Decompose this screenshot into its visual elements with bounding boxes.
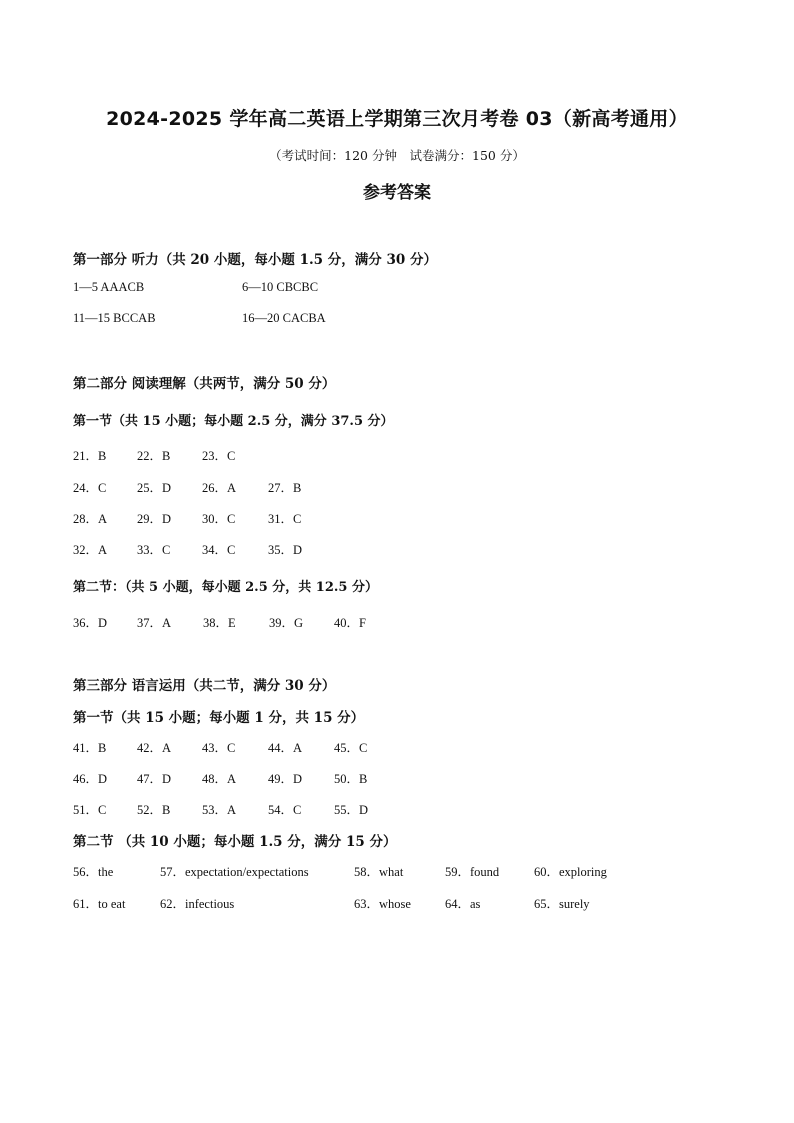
answer-cell: 25．D <box>137 481 172 495</box>
answer-cell: 32．A <box>73 543 108 557</box>
answer-cell: 51．C <box>73 803 107 817</box>
answer-cell: 23．C <box>202 449 236 463</box>
answer-cell: 43．C <box>202 741 236 755</box>
answer-cell: 48．A <box>202 772 237 786</box>
answer-cell: 11—15 BCCAB <box>73 311 156 325</box>
answer-cell: 35．D <box>268 543 303 557</box>
answer-cell: 6—10 CBCBC <box>242 280 319 294</box>
document-title: 2024-2025 学年高二英语上学期第三次月考卷 03（新高考通用） <box>106 108 688 130</box>
answer-cell: 31．C <box>268 512 302 526</box>
answer-cell: 65．surely <box>534 897 590 911</box>
answer-cell: 28．A <box>73 512 108 526</box>
answer-cell: 22．B <box>137 449 171 463</box>
answer-cell: 59．found <box>445 865 500 879</box>
part2-title: 第二部分 阅读理解（共两节，满分 50 分） <box>73 376 336 392</box>
answer-cell: 52．B <box>137 803 171 817</box>
answer-cell: 41．B <box>73 741 107 755</box>
answer-cell: 54．C <box>268 803 302 817</box>
answer-cell: 63．whose <box>354 897 411 911</box>
answer-cell: 46．D <box>73 772 108 786</box>
answer-cell: 61．to eat <box>73 897 126 911</box>
answer-cell: 53．A <box>202 803 237 817</box>
answer-cell: 50．B <box>334 772 368 786</box>
answer-key-heading: 参考答案 <box>363 183 431 203</box>
answer-cell: 37．A <box>137 616 172 630</box>
answer-cell: 64．as <box>445 897 481 911</box>
answer-cell: 55．D <box>334 803 369 817</box>
answer-cell: 49．D <box>268 772 303 786</box>
answer-cell: 40．F <box>334 616 366 630</box>
answer-cell: 30．C <box>202 512 236 526</box>
answer-cell: 45．C <box>334 741 368 755</box>
answer-cell: 60．exploring <box>534 865 607 879</box>
exam-info: （考试时间：120 分钟 试卷满分：150 分） <box>269 148 525 163</box>
answer-cell: 27．B <box>268 481 302 495</box>
part3-section1-title: 第一节（共 15 小题；每小题 1 分，共 15 分） <box>73 710 365 726</box>
answer-cell: 62．infectious <box>160 897 235 911</box>
part3-section2-title: 第二节 （共 10 小题；每小题 1.5 分，满分 15 分） <box>73 834 397 850</box>
answer-cell: 57．expectation/expectations <box>160 865 309 879</box>
answer-cell: 1—5 AAACB <box>73 280 145 294</box>
answer-cell: 16—20 CACBA <box>242 311 326 325</box>
answer-cell: 21．B <box>73 449 107 463</box>
answer-cell: 34．C <box>202 543 236 557</box>
answer-cell: 44．A <box>268 741 303 755</box>
answer-cell: 47．D <box>137 772 172 786</box>
answer-cell: 29．D <box>137 512 172 526</box>
part2-section1-title: 第一节（共 15 小题；每小题 2.5 分，满分 37.5 分） <box>73 414 394 429</box>
part3-title: 第三部分 语言运用（共二节，满分 30 分） <box>73 678 336 694</box>
answer-cell: 26．A <box>202 481 237 495</box>
part2-section2-title: 第二节：（共 5 小题，每小题 2.5 分，共 12.5 分） <box>73 580 378 595</box>
answer-cell: 36．D <box>73 616 108 630</box>
answer-cell: 56．the <box>73 865 114 879</box>
answer-cell: 58．what <box>354 865 404 879</box>
part1-title: 第一部分 听力（共 20 小题，每小题 1.5 分，满分 30 分） <box>73 252 437 268</box>
answer-cell: 24．C <box>73 481 107 495</box>
answer-cell: 42．A <box>137 741 172 755</box>
answer-cell: 33．C <box>137 543 171 557</box>
answer-cell: 38．E <box>203 616 236 630</box>
answer-cell: 39．G <box>269 616 304 630</box>
